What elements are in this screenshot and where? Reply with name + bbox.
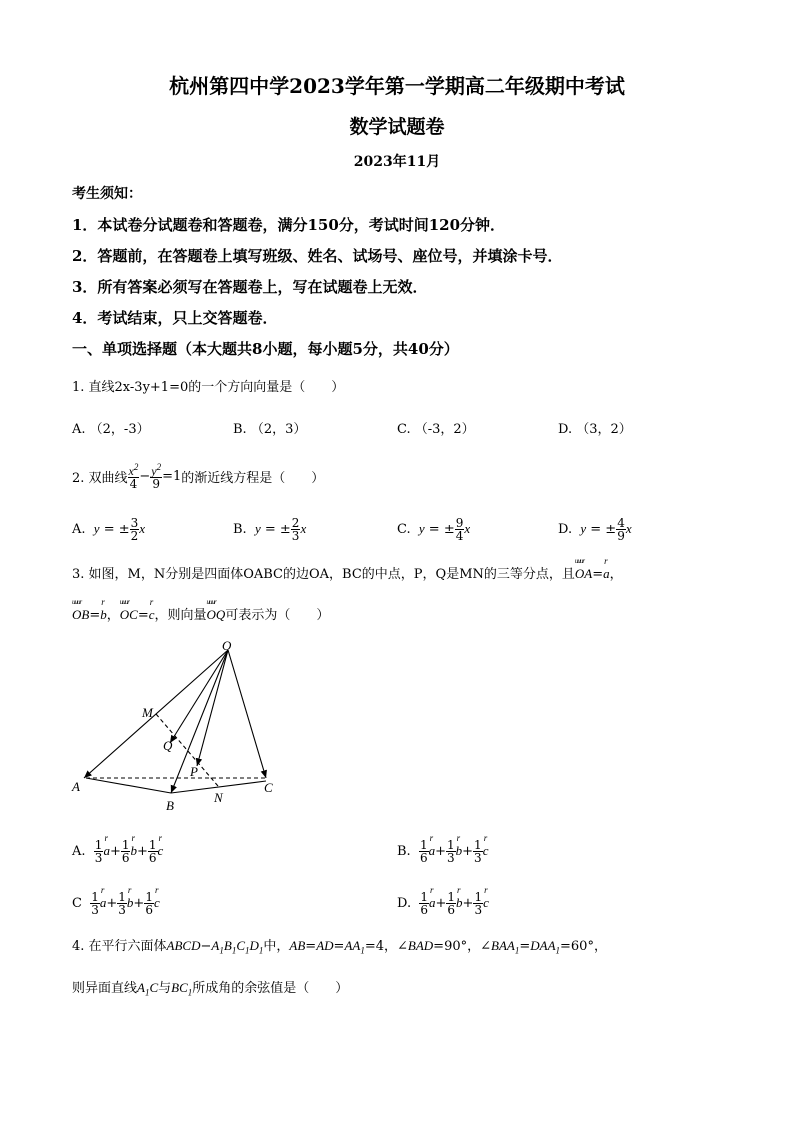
label-c: C — [264, 780, 273, 795]
tetrahedron-figure — [66, 638, 296, 818]
q3-option-a: A. $\frac{1}{3}$ r a + $\frac{1}{6}$ r b + $\frac{1}{6}$ r c — [72, 832, 163, 870]
q2-suffix: 的渐近线方程是（ ） — [181, 470, 325, 486]
q3-option-d: D. $\frac{1}{6}$ r a + $\frac{1}{6}$ r b + $\frac{1}{3}$ r c — [397, 884, 489, 922]
notice-heading: 考生须知： — [72, 186, 142, 202]
q3-line1: 3. 如图，M，N分别是四面体OABC的边OA，BC的中点，P，Q是MN的三等分点，且uuur OA=r a， — [72, 563, 623, 582]
notice-item-2: 2．答题前，在答题卷上填写班级、姓名、试场号、座位号，并填涂卡号． — [72, 247, 563, 265]
q1-option-b: B. （2，3） — [233, 422, 307, 437]
label-o: O — [222, 638, 232, 653]
q1-option-a: A. （2，-3） — [72, 422, 150, 437]
q2-option-a: A. y = ± $\frac{3}{2}$ x — [72, 515, 146, 543]
label-a: A — [72, 779, 80, 794]
q2-option-d: D. y = ± $\frac{4}{9}$ x — [558, 515, 632, 543]
q2-prefix: 2. 双曲线 — [72, 470, 128, 486]
exam-date: 2023年11月 — [353, 154, 441, 170]
q4-line2: 则异面直线$A_1C$与$BC_1$所成角的余弦值是（ ） — [72, 980, 349, 998]
exam-title: 杭州第四中学2023学年第一学期高二年级期中考试 — [169, 74, 625, 98]
q3-option-c: C $\frac{1}{3}$ r a + $\frac{1}{3}$ r b + $\frac{1}{6}$ r c — [72, 884, 160, 922]
q2-stem: 2. 双曲线 $\frac{x^2}{4}$ − $\frac{y^2}{9}$ =1 的渐近线方程是（ ） — [72, 461, 325, 491]
section-heading: 一、单项选择题（本大题共8小题，每小题5分，共40分） — [72, 340, 459, 358]
q2-equation: $\frac{x^2}{4}$ — [128, 461, 139, 491]
notice-item-4: 4．考试结束，只上交答题卷． — [72, 309, 278, 327]
label-p: P — [190, 764, 198, 779]
q2-option-b: B. y = ± $\frac{2}{3}$ x — [233, 515, 307, 543]
label-m: M — [142, 705, 153, 720]
label-q: Q — [163, 738, 173, 753]
q3-option-b: B. $\frac{1}{6}$ r a + $\frac{1}{3}$ r b + $\frac{1}{3}$ r c — [397, 832, 488, 870]
q1-stem: 1. 直线2x-3y+1=0的一个方向向量是（ ） — [72, 380, 345, 395]
q2-option-c: C. y = ± $\frac{9}{4}$ x — [397, 515, 471, 543]
q1-option-d: D. （3，2） — [558, 422, 632, 437]
label-n: N — [214, 790, 223, 805]
notice-item-3: 3．所有答案必须写在答题卷上，写在试题卷上无效． — [72, 278, 428, 296]
label-b: B — [166, 798, 174, 813]
notice-item-1: 1．本试卷分试题卷和答题卷，满分150分，考试时间120分钟． — [72, 216, 506, 234]
q4-line1: 4. 在平行六面体$ABCD-A_1B_1C_1D_1$中，$AB=AD=AA_1=4$，∠BAD=90°，$\angle BAA_1=DAA_1=60^\circ$， — [72, 938, 607, 956]
q1-option-c: C. （-3，2） — [397, 422, 475, 437]
q3-line2: uuur OB=r b，uuur OC=r c，则向量uuur OQ可表示为（ ） — [72, 604, 329, 623]
exam-subtitle: 数学试题卷 — [349, 116, 445, 138]
